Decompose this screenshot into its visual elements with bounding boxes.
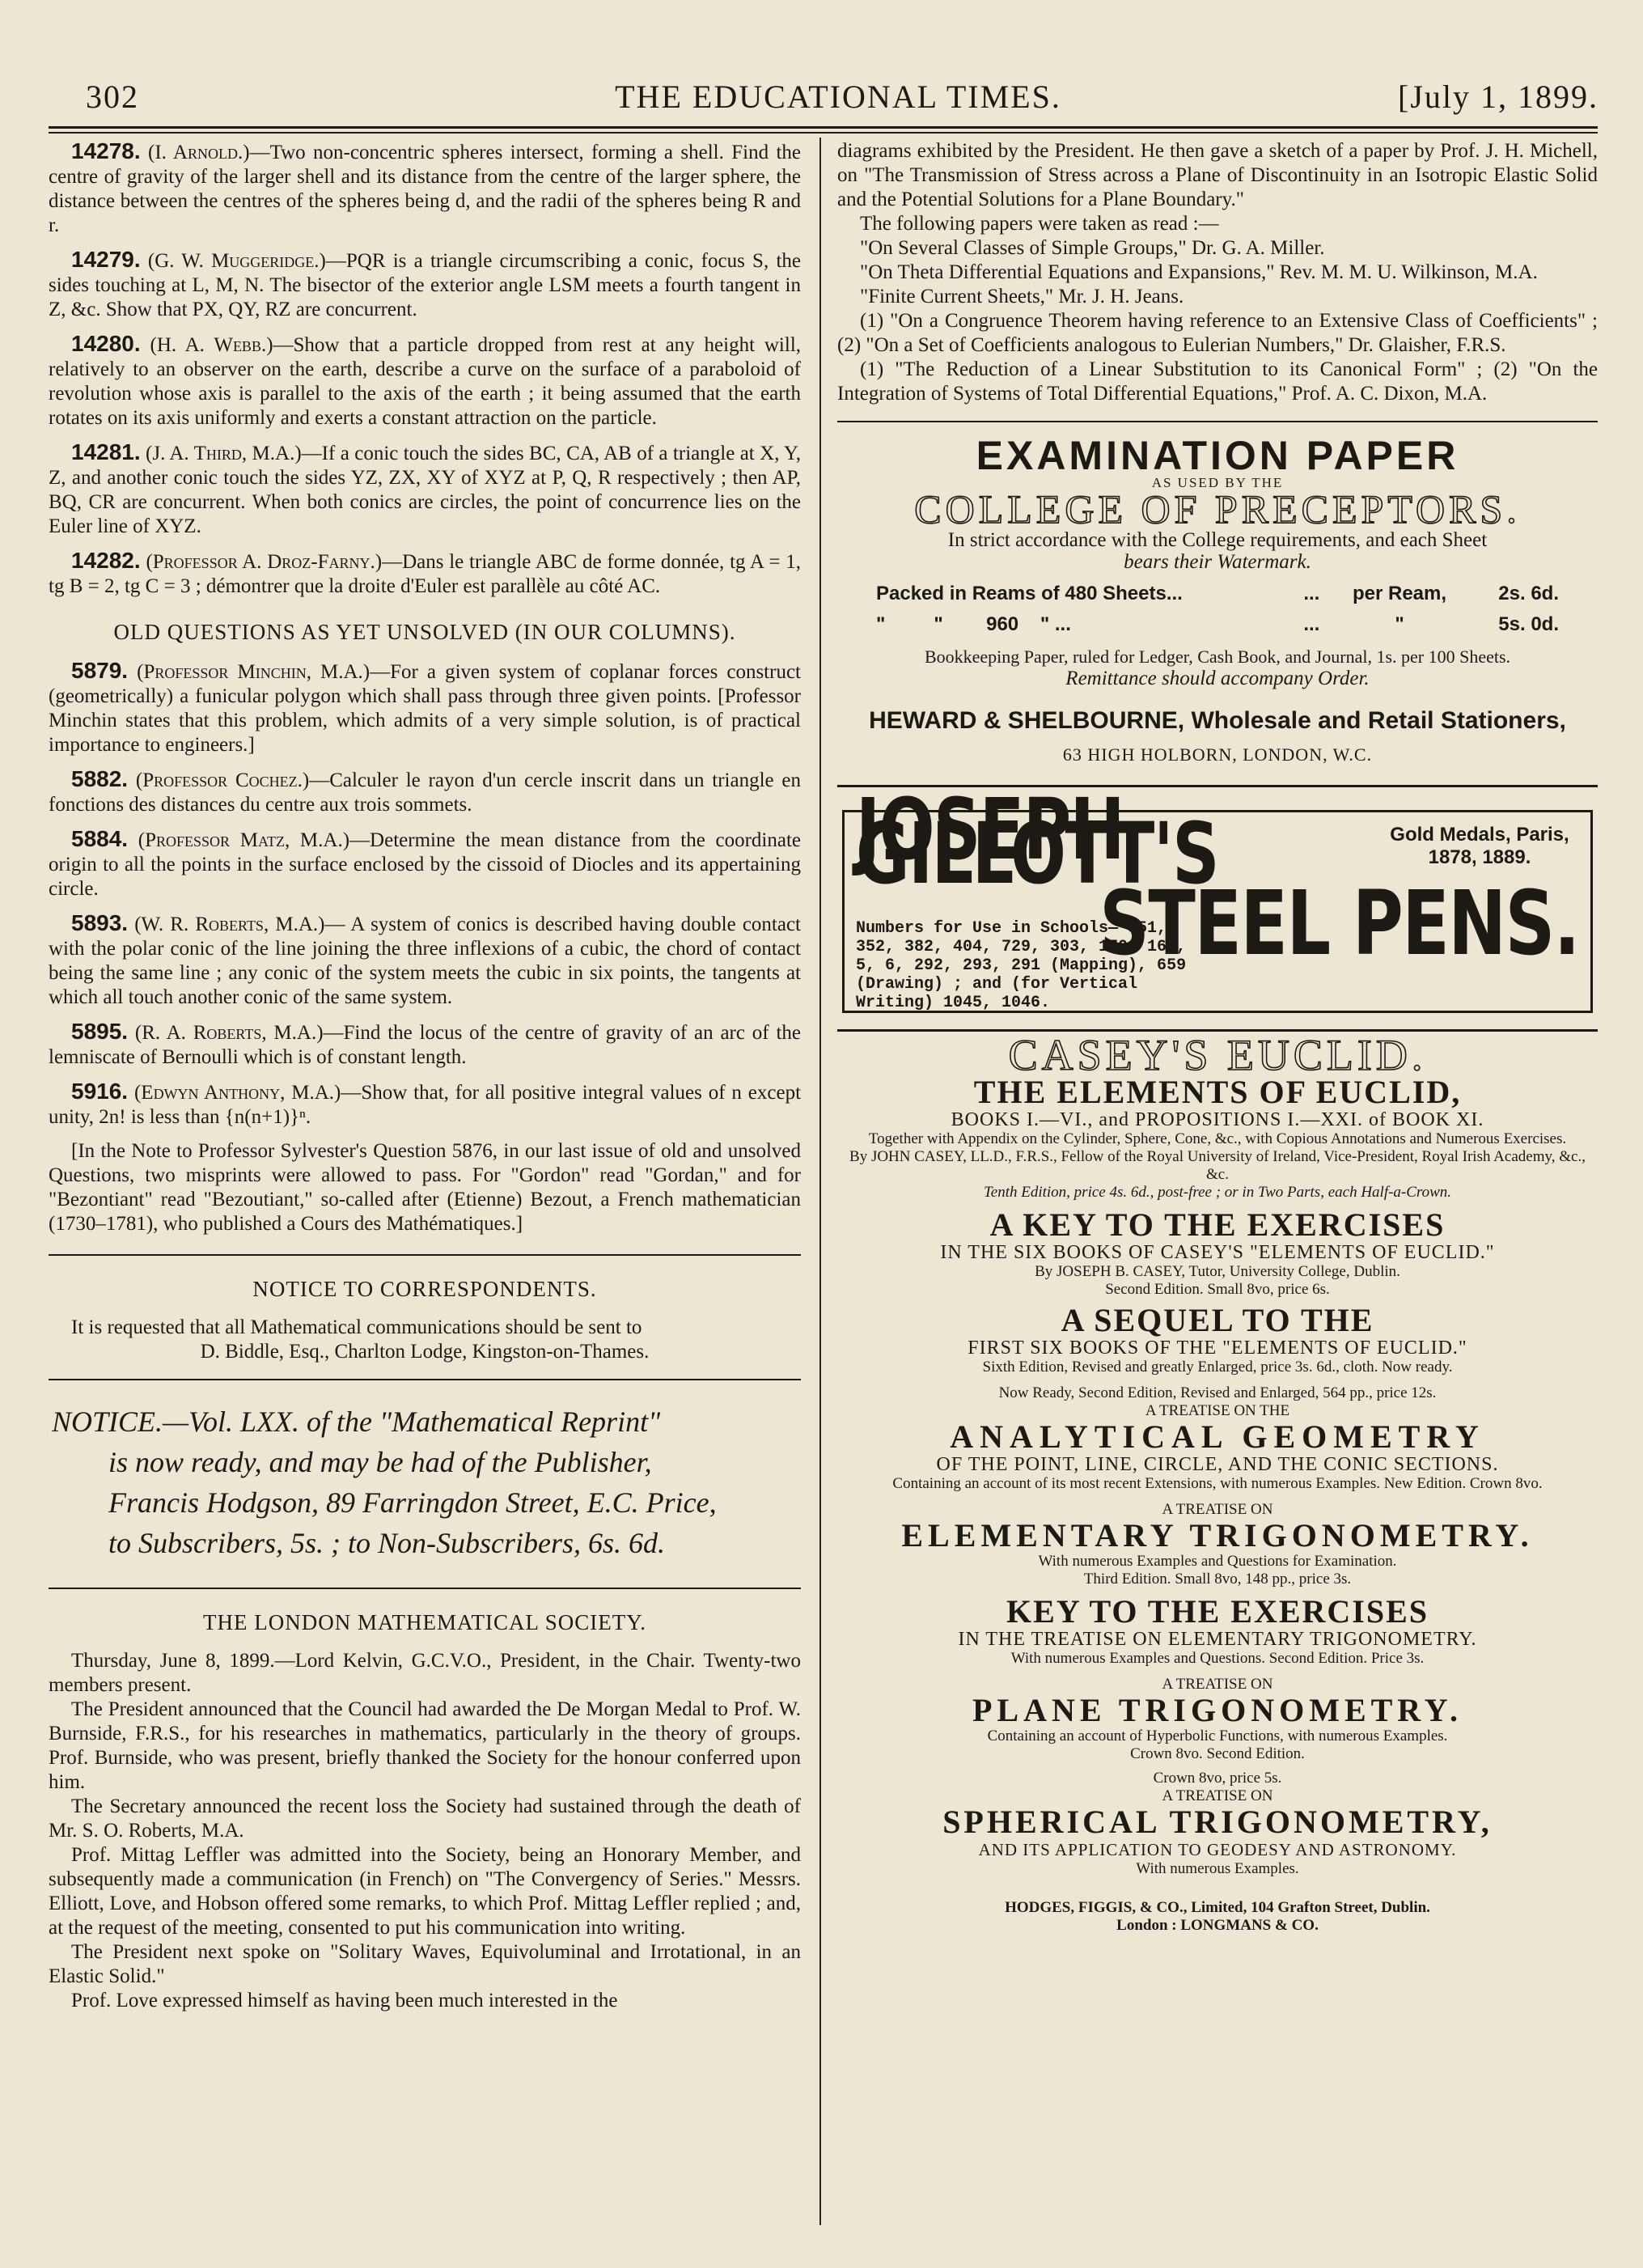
correspondents-text: It is requested that all Mathematical communications should be sent to [71, 1316, 642, 1338]
book-line: OF THE POINT, LINE, CIRCLE, AND THE CONIC SECTIONS. [936, 1454, 1499, 1475]
book-title: A SEQUEL TO THE [1061, 1302, 1374, 1338]
book-line: IN THE SIX BOOKS OF CASEY'S "ELEMENTS OF EUCLID." [940, 1242, 1495, 1263]
page-number: 302 [86, 78, 139, 115]
question-item: 14279. (G. W. Muggeridge.)—PQR is a triangle circumscribing a conic, focus S, the sides touching at L, M, N. The bisector of the exterior angle LSM meets a fourth tangent in Z, &c. Show that PX, QY, RZ are concurrent. [49, 247, 801, 320]
header-rule [49, 126, 1598, 129]
book-line: Third Edition. Small 8vo, 148 pp., price 3s. [1083, 1571, 1352, 1588]
society-paragraph: Thursday, June 8, 1899.—Lord Kelvin, G.C.V.O., President, in the Chair. Twenty-two members present. [49, 1650, 801, 1696]
correspondents-address: D. Biddle, Esq., Charlton Lodge, Kingston-on-Thames. [200, 1341, 650, 1363]
price-row: Packed in Reams of 480 Sheets... ... per Ream, 2s. 6d. [876, 583, 1559, 604]
book-line: Tenth Edition, price 4s. 6d., post-free ; or in Two Parts, each Half-a-Crown. [983, 1184, 1452, 1201]
book-line: By JOSEPH B. CASEY, Tutor, University College, Dublin. [1035, 1263, 1400, 1280]
section-rule [837, 1029, 1598, 1032]
society-paragraph-cont: The following papers were taken as read :— [860, 213, 1219, 235]
society-paper: (1) "On a Congruence Theorem having reference to an Extensive Class of Coefficients" ; (2) "On a Set of Coefficients analogous to Eulerian Numbers," Dr. Glaisher, F.R.S. [837, 310, 1598, 356]
book-line: Now Ready, Second Edition, Revised and Enlarged, 564 pp., price 12s. [998, 1384, 1437, 1401]
society-paragraph: Prof. Mittag Leffler was admitted into the Society, being an Honorary Member, and subsequently made a communication (in French) on "The Convergency of Series." Messrs. Elliott, Love, and Hobson offered some remarks, to which Prof. Mittag Leffler replied ; and, at the request of the meeting, consented to put his communication into writing. [49, 1844, 801, 1939]
old-questions-heading: OLD QUESTIONS AS YET UNSOLVED (IN OUR COLUMNS). [113, 620, 736, 644]
book-line: Containing an account of Hyperbolic Functions, with numerous Examples. [987, 1727, 1448, 1744]
issue-date: [July 1, 1899. [1398, 78, 1599, 115]
book-line: A TREATISE ON [1162, 1501, 1273, 1518]
question-item: 14278. (I. Arnold.)—Two non-concentric spheres intersect, forming a shell. Find the centre of gravity of the larger shell and its distance from the centre of the larger sphere, the distance between the centres of the spheres being d, and the radii of the spheres being R and r. [49, 138, 801, 236]
book-title: THE ELEMENTS OF EUCLID, [973, 1074, 1462, 1110]
society-paper: "On Several Classes of Simple Groups," Dr. G. A. Miller. [860, 237, 1325, 259]
casey-euclid-ad [837, 1031, 1598, 1935]
correspondents-heading: NOTICE TO CORRESPONDENTS. [252, 1277, 597, 1301]
header-rule-thin [49, 132, 1598, 134]
society-paragraph: The President announced that the Council had awarded the De Morgan Medal to Prof. W. Burnside, F.R.S., for his researches in mathematics, particularly in the theory of groups. Prof. Burnside, who was present, briefly thanked the Society for the honour conferred upon him. [49, 1698, 801, 1793]
gillott-numbers: Numbers for Use in Schools— 351, 352, 382, 404, 729, 303, 170, 166, 5, 6, 292, 293, 291 (Mapping), 659 (Drawing) ; and (for Vertical Writing) 1045, 1046. [856, 919, 1187, 1012]
ad-title: EXAMINATION PAPER [976, 433, 1459, 478]
gillott-product: STEEL PENS. [1099, 871, 1579, 975]
publisher-line: HODGES, FIGGIS, & CO., Limited, 104 Grafton Street, Dublin. [1005, 1899, 1430, 1916]
society-paper: "Finite Current Sheets," Mr. J. H. Jeans. [860, 286, 1184, 307]
question-item: 14281. (J. A. Third, M.A.)—If a conic touch the sides BC, CA, AB of a triangle at X, Y, Z, and another conic touch the sides YZ, ZX, XY of XYZ at P, Q, R respectively ; then AP, BQ, CR are concurrent. When both conics are circles, the point of concurrence lies on the Euler line of XYZ. [49, 439, 801, 537]
ad-line: Remittance should accompany Order. [1065, 668, 1370, 689]
book-line: Crown 8vo, price 5s. [1153, 1770, 1282, 1787]
column-divider [819, 138, 821, 2225]
book-line: A TREATISE ON THE [1145, 1402, 1290, 1419]
journal-title: THE EDUCATIONAL TIMES. [615, 78, 1061, 115]
society-paragraph: The President next spoke on "Solitary Waves, Equivoluminal and Irrotational, in an Elastic Solid." [49, 1941, 801, 1987]
firm-name: HEWARD & SHELBOURNE, Wholesale and Retail Stationers, [869, 707, 1566, 734]
price-row: " " 960 " ... ... " 5s. 0d. [876, 613, 1559, 635]
society-paragraph-cont: diagrams exhibited by the President. He then gave a sketch of a paper by Prof. J. H. Michell, on "The Transmission of Stress across a Plane of Discontinuity in an Isotropic Elastic Solid and the Potential Solutions for a Plane Boundary." [837, 140, 1598, 210]
book-line: Together with Appendix on the Cylinder, Sphere, Cone, &c., with Copious Annotations and Numerous Exercises. [868, 1130, 1567, 1147]
ad-subtitle: AS USED BY THE [1151, 475, 1284, 490]
old-question-item: 5916. (Edwyn Anthony, M.A.)—Show that, for all positive integral values of n except unity, 2n! is less than {n(n+1)}ⁿ. [49, 1079, 802, 1128]
book-title: SPHERICAL TRIGONOMETRY, [942, 1804, 1493, 1840]
reprint-notice [49, 1379, 801, 1589]
book-title: A KEY TO THE EXERCISES [989, 1206, 1446, 1243]
book-line: BOOKS I.—VI., and PROPOSITIONS I.—XXI. of BOOK XI. [951, 1109, 1484, 1130]
casey-title: CASEY'S EUCLID. [1008, 1031, 1427, 1079]
misprint-note: [In the Note to Professor Sylvester's Question 5876, in our last issue of old and unsolved Questions, two misprints were allowed to pass. For "Gordon" read "Gordan," and for "Bezontiant" read "Bezoutiant," so-called after (Etienne) Bezout, a French mathematician (1730–1781), who published a Cours des Mathématiques.] [49, 1140, 801, 1235]
old-questions-list [49, 659, 801, 1236]
society-paper: "On Theta Differential Equations and Expansions," Rev. M. M. U. Wilkinson, M.A. [860, 261, 1538, 283]
ad-line: In strict accordance with the College requirements, and each Sheet [947, 529, 1488, 551]
questions-list [49, 139, 801, 599]
book-line: A TREATISE ON [1162, 1787, 1273, 1804]
book-line: AND ITS APPLICATION TO GEODESY AND ASTRONOMY. [978, 1840, 1457, 1859]
old-question-item: 5895. (R. A. Roberts, M.A.)—Find the locus of the centre of gravity of an arc of the lemniscate of Bernoulli which is of constant length. [49, 1019, 801, 1068]
society-paragraph: Prof. Love expressed himself as having been much interested in the [71, 1990, 618, 2012]
book-line: Sixth Edition, Revised and greatly Enlarged, price 3s. 6d., cloth. Now ready. [982, 1359, 1453, 1376]
section-rule [837, 421, 1598, 422]
ad-line: bears their Watermark. [1124, 551, 1311, 573]
old-question-item: 5884. (Professor Matz, M.A.)—Determine the mean distance from the coordinate origin to all the points in the surface enclosed by the cissoid of Diocles and its appertaining circle. [49, 826, 801, 900]
gillott-medals: Gold Medals, Paris, 1878, 1889. [1390, 824, 1569, 868]
book-line: By JOHN CASEY, LL.D., F.R.S., Fellow of the Royal University of Ireland, Vice-President, Royal Irish Academy, &c., &c. [849, 1148, 1586, 1183]
book-line: A TREATISE ON [1162, 1676, 1273, 1693]
ad-line: Bookkeeping Paper, ruled for Ledger, Cash Book, and Journal, 1s. per 100 Sheets. [924, 646, 1511, 667]
society-heading: THE LONDON MATHEMATICAL SOCIETY. [203, 1610, 646, 1634]
question-item: 14280. (H. A. Webb.)—Show that a particle dropped from rest at any height will, relatively to an observer on the earth, describe a curve on the surface of a paraboloid of revolution whose axis is parallel to the axis of the earth ; it being assumed that the earth rotates on its axis uniformly and exerts a constant attraction on the particle. [49, 331, 802, 429]
college-name: COLLEGE OF PRECEPTORS. [914, 486, 1521, 532]
examination-paper-ad [837, 433, 1598, 767]
publisher-line: London : LONGMANS & CO. [1116, 1917, 1319, 1934]
section-rule [49, 1254, 801, 1256]
book-line: Second Edition. Small 8vo, price 6s. [1105, 1281, 1330, 1298]
price-table [870, 578, 1565, 641]
society-paper: (1) "The Reduction of a Linear Substitution to its Canonical Form" ; (2) "On the Integration of Systems of Total Differential Equations," Prof. A. C. Dixon, M.A. [837, 358, 1598, 405]
book-line: With numerous Examples and Questions for Examination. [1038, 1553, 1397, 1570]
book-title: PLANE TRIGONOMETRY. [972, 1692, 1463, 1728]
firm-address: 63 HIGH HOLBORN, LONDON, W.C. [1062, 744, 1373, 765]
book-title: KEY TO THE EXERCISES [1006, 1593, 1429, 1630]
gillott-name: JOSEPH GILLOTT'S [856, 780, 1218, 903]
book-title: ELEMENTARY TRIGONOMETRY. [901, 1517, 1534, 1554]
book-title: ANALYTICAL GEOMETRY [950, 1418, 1485, 1455]
left-column [49, 139, 801, 2013]
reprint-notice-text: NOTICE.—Vol. LXX. of the "Mathematical Reprint" is now ready, and may be had of the Publisher, Francis Hodgson, 89 Farringdon Street, E.C. Price, to Subscribers, 5s. ; to Non-Subscribers, 6s. 6d. [52, 1405, 717, 1559]
book-line: FIRST SIX BOOKS OF THE "ELEMENTS OF EUCLID." [968, 1337, 1467, 1359]
old-question-item: 5882. (Professor Cochez.)—Calculer le rayon d'un cercle inscrit dans un triangle en fonctions des distances du centre aux trois sommets. [49, 766, 802, 816]
page-header [78, 78, 1599, 125]
old-question-item: 5893. (W. R. Roberts, M.A.)— A system of conics is described having double contact with the polar conic of the line joining the three inflexions of a cubic, the chord of contact being the same line ; any conic of the system meets the cubic in six points, the tangents at which all touch another conic of the same system. [49, 910, 802, 1008]
book-line: Containing an account of its most recent Extensions, with numerous Examples. New Edition. Crown 8vo. [892, 1475, 1543, 1492]
old-question-item: 5879. (Professor Minchin, M.A.)—For a given system of coplanar forces construct (geometrically) a funicular polygon which shall pass through three given points. [Professor Minchin states that this problem, which admits of a very simple solution, is of practical importance to engineers.] [49, 658, 801, 756]
society-paragraph: The Secretary announced the recent loss the Society had sustained through the death of Mr. S. O. Roberts, M.A. [49, 1795, 801, 1842]
book-line: IN THE TREATISE ON ELEMENTARY TRIGONOMETRY. [958, 1629, 1477, 1650]
question-item: 14282. (Professor A. Droz-Farny.)—Dans le triangle ABC de forme donnée, tg A = 1, tg B = 2, tg C = 3 ; démontrer que la droite d'Euler est parallèle au côté AC. [49, 548, 802, 597]
book-line: Crown 8vo. Second Edition. [1130, 1745, 1305, 1762]
gillott-pens-ad [842, 780, 1593, 1013]
right-column [837, 139, 1598, 1935]
book-line: With numerous Examples. [1136, 1860, 1299, 1877]
book-line: With numerous Examples and Questions. Second Edition. Price 3s. [1010, 1650, 1425, 1667]
